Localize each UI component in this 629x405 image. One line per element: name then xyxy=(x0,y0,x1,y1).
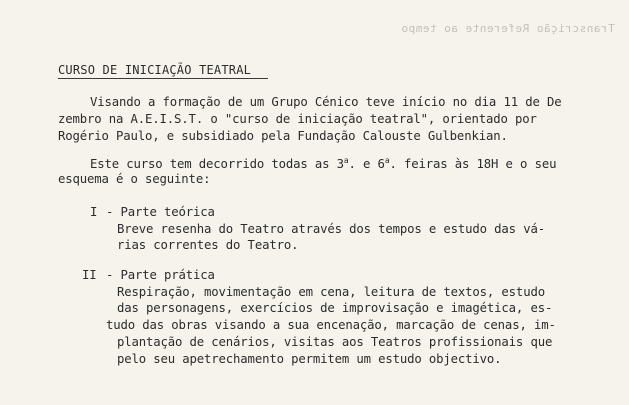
part1-heading: - Parte teórica xyxy=(106,205,215,219)
part1-numeral: I xyxy=(90,205,98,219)
part2-body-line-3: tudo das obras visando a sua encenação, marcação de cenas, im- xyxy=(106,318,556,332)
schedule-text-a: Este curso tem decorrido todas as 3 xyxy=(90,157,344,171)
intro-line-2: zembro na A.E.I.S.T. o "curso de iniciação teatral", orientado por xyxy=(58,112,537,126)
schedule-text-b: . e 6 xyxy=(348,157,385,171)
document-title: CURSO DE INICIAÇÃO TEATRAL xyxy=(58,63,252,77)
superscript-a-1: a xyxy=(343,156,349,165)
schedule-line-1 xyxy=(90,154,556,171)
part2-heading: - Parte prática xyxy=(106,268,215,282)
intro-line-1: Visando a formação de um Grupo Cénico teve início no dia 11 de De xyxy=(90,95,562,109)
schedule-text-c: . feiras às 18H e o seu xyxy=(389,157,557,171)
part2-body-line-4: plantação de cenários, visitas aos Teatros profissionais que xyxy=(117,335,553,349)
title-underline xyxy=(58,78,268,79)
part2-numeral: II xyxy=(82,268,97,282)
part1-body-line-1: Breve resenha do Teatro através dos tempos e estudo das vá- xyxy=(117,222,545,236)
intro-line-3: Rogério Paulo, e subsidiado pela Fundação Calouste Gulbenkian. xyxy=(58,129,508,143)
part2-body-line-2: das personagens, exercícios de improvisação e imagética, es- xyxy=(117,301,553,315)
schedule-line-2: esquema é o seguinte: xyxy=(58,172,211,186)
superscript-a-2: a xyxy=(384,156,390,165)
bleed-through-text: Transcrição Referente ao tempo xyxy=(401,22,615,35)
part2-body-line-1: Respiração, movimentação em cena, leitura de textos, estudo xyxy=(117,285,545,299)
part2-body-line-5: pelo seu apetrechamento permitem um estudo objectivo. xyxy=(117,352,502,366)
part1-body-line-2: rias correntes do Teatro. xyxy=(117,238,299,252)
